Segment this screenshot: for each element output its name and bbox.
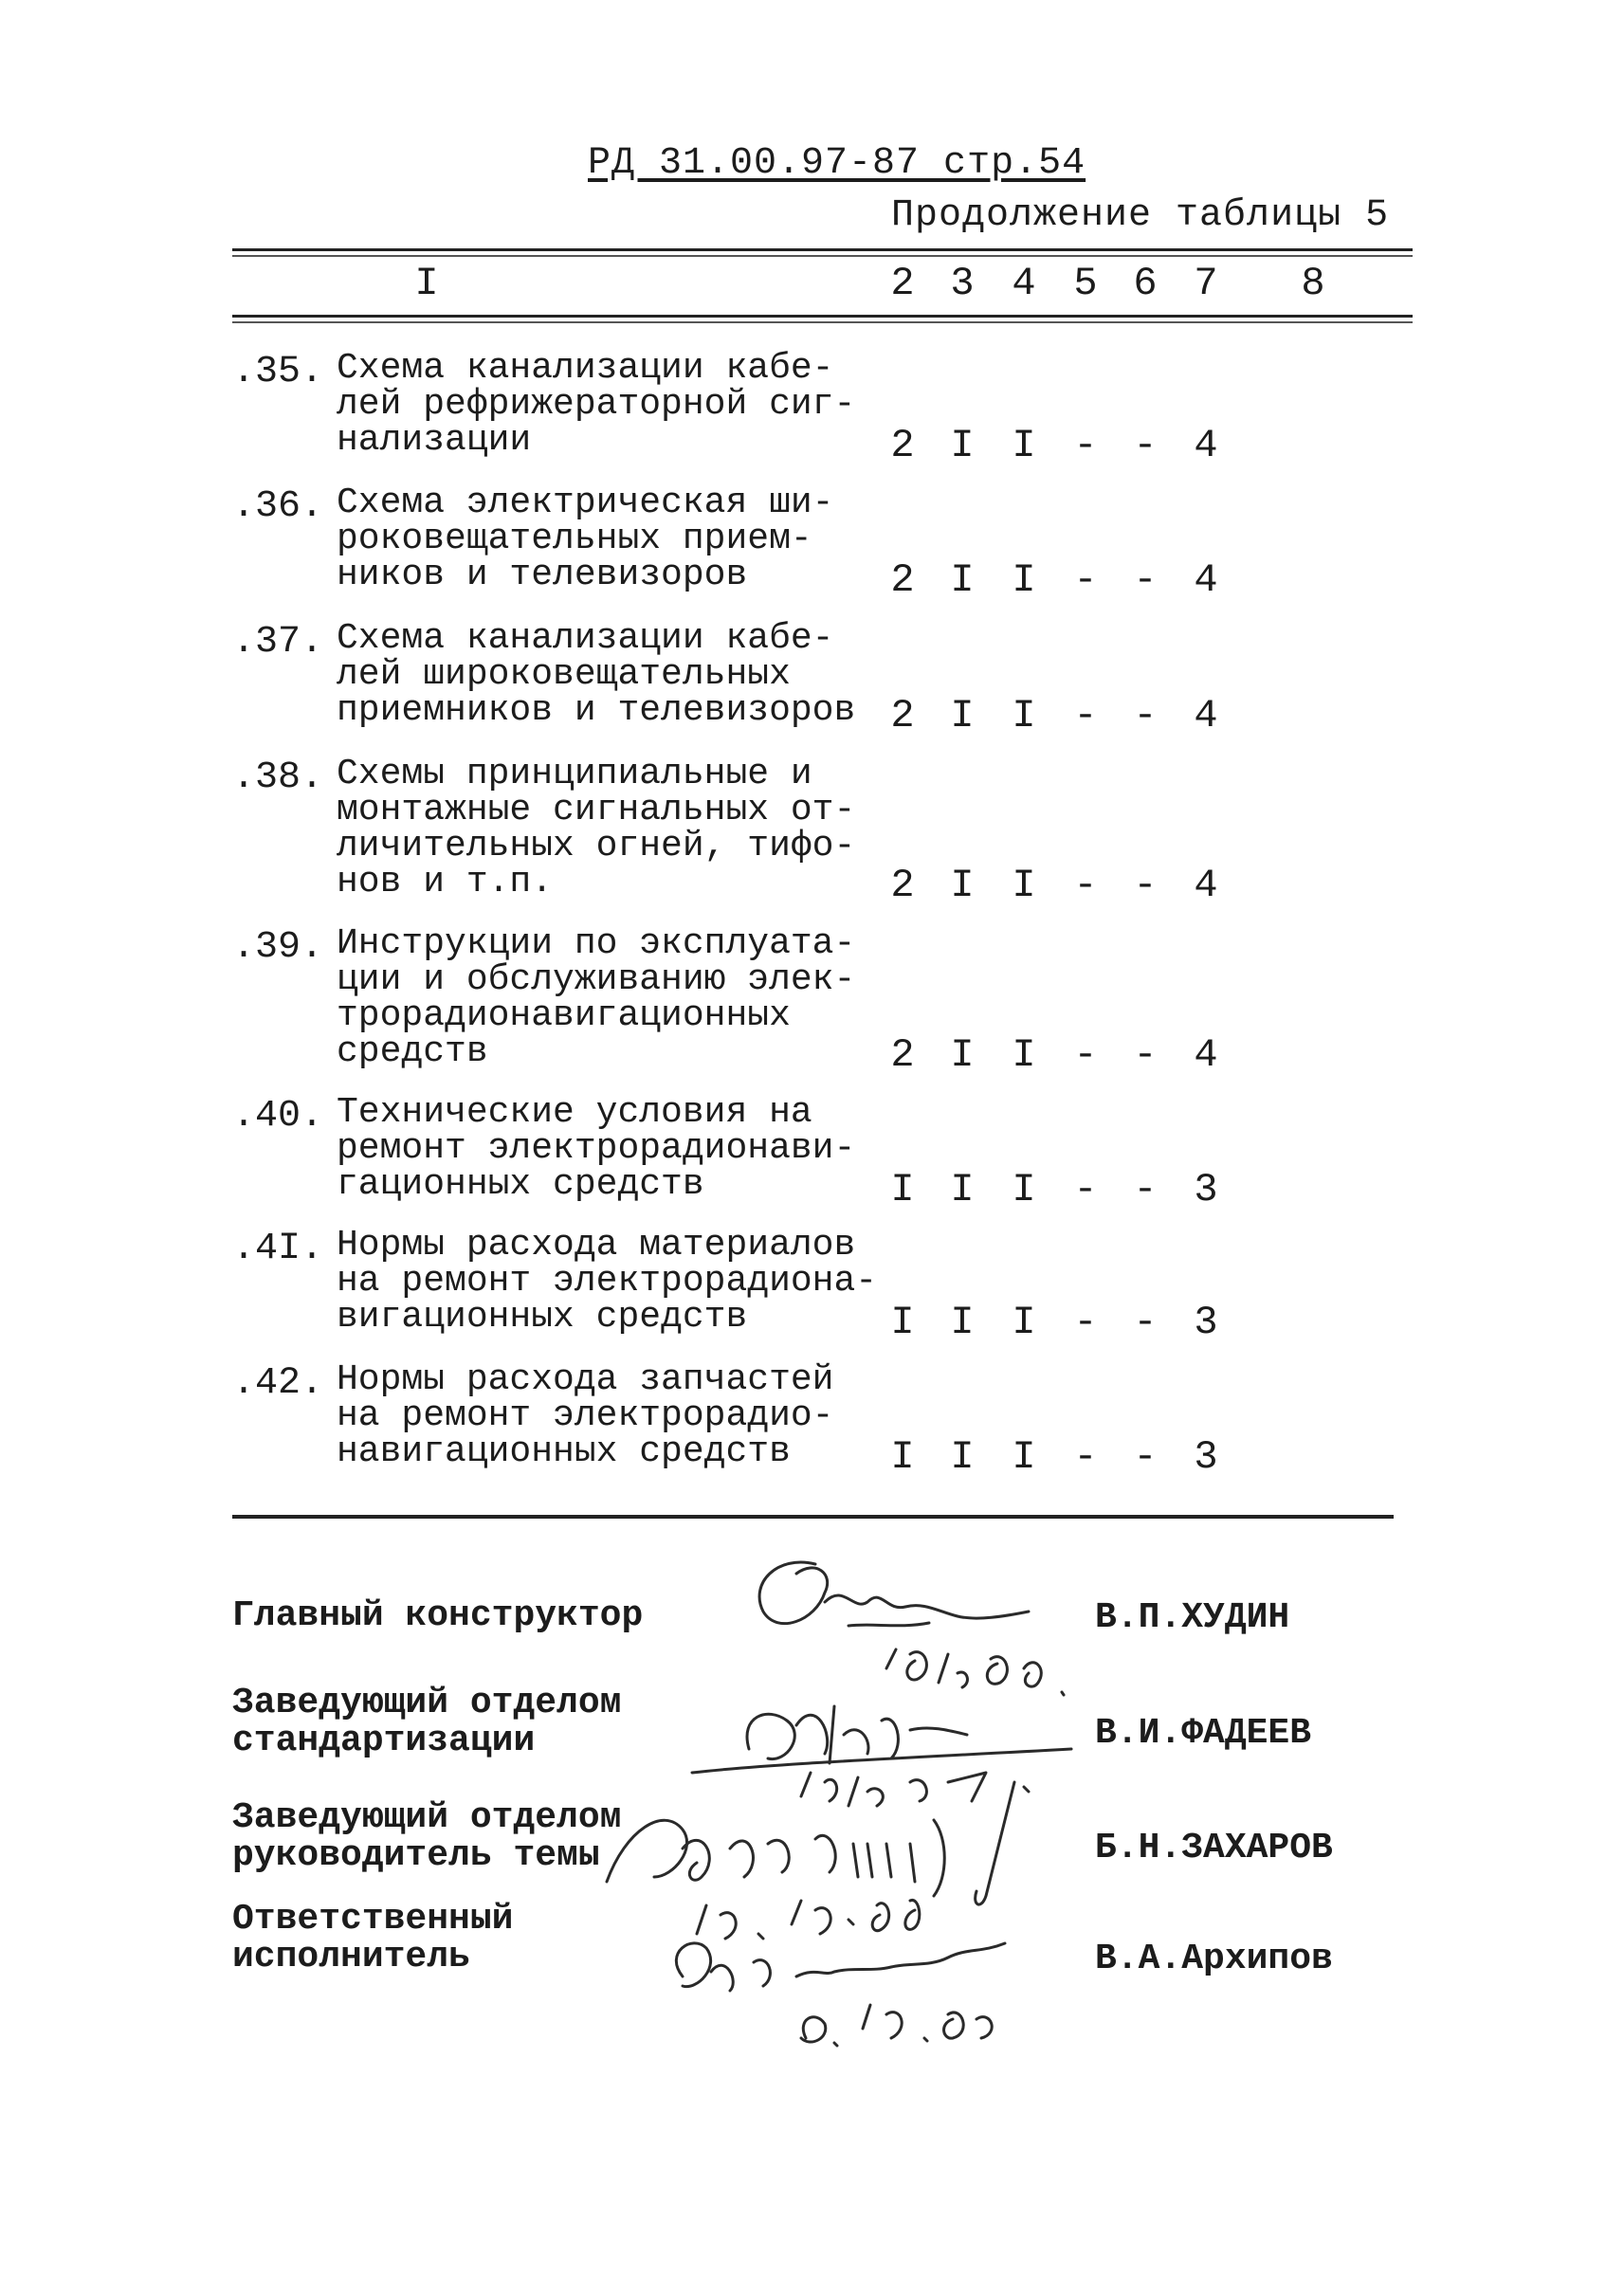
cell-col3: I	[950, 693, 975, 738]
row-number: .42.	[232, 1362, 324, 1405]
row-title: Схема канализации кабе- лей рефрижераторной сиг- нализации	[337, 348, 856, 461]
signatory-name: В.А.Архипов	[1095, 1939, 1333, 1979]
column-header: I	[414, 261, 439, 306]
cell-col3: I	[950, 1032, 975, 1078]
cell-col5: -	[1073, 1167, 1098, 1212]
signature-arkhipov	[676, 1943, 1005, 1991]
cell-col5: -	[1073, 863, 1098, 908]
cell-col2: 2	[890, 693, 915, 738]
cell-col7: 3	[1194, 1434, 1218, 1480]
cell-col5: -	[1073, 1032, 1098, 1078]
row-number: .38.	[232, 756, 324, 799]
cell-col7: 4	[1194, 423, 1218, 468]
cell-col3: I	[950, 1300, 975, 1345]
row-title: Схема электрическая ши- роковещательных прием- ников и телевизоров	[337, 483, 834, 595]
column-header: 7	[1194, 261, 1218, 306]
cell-col3: I	[950, 423, 975, 468]
table-header-rule	[232, 315, 1413, 318]
cell-col3: I	[950, 863, 975, 908]
column-header: 8	[1301, 261, 1325, 306]
signatory-role: Заведующий отделом стандартизации	[232, 1683, 622, 1761]
signature-fadeev	[692, 1706, 1071, 1773]
row-number: .37.	[232, 621, 324, 664]
signature-zakharov	[607, 1782, 1014, 1904]
cell-col5: -	[1073, 1300, 1098, 1345]
cell-col6: -	[1133, 1300, 1158, 1345]
cell-col4: I	[1012, 693, 1036, 738]
cell-col7: 4	[1194, 693, 1218, 738]
signature-date-2	[801, 1773, 1029, 1806]
cell-col2: I	[890, 1300, 915, 1345]
cell-col7: 3	[1194, 1300, 1218, 1345]
column-header: 6	[1133, 261, 1158, 306]
table-continuation-label: Продолжение таблицы 5	[891, 194, 1390, 237]
row-number: .4I.	[232, 1228, 324, 1270]
cell-col4: I	[1012, 1434, 1036, 1480]
row-number: .36.	[232, 485, 324, 528]
table-bottom-rule	[232, 1515, 1394, 1519]
cell-col6: -	[1133, 863, 1158, 908]
cell-col6: -	[1133, 1167, 1158, 1212]
column-header: 3	[950, 261, 975, 306]
cell-col3: I	[950, 1167, 975, 1212]
cell-col6: -	[1133, 693, 1158, 738]
cell-col4: I	[1012, 1300, 1036, 1345]
cell-col6: -	[1133, 423, 1158, 468]
cell-col6: -	[1133, 1032, 1158, 1078]
signatory-role: Главный конструктор	[232, 1595, 644, 1636]
column-header: 4	[1012, 261, 1036, 306]
cell-col7: 4	[1194, 1032, 1218, 1078]
cell-col2: I	[890, 1167, 915, 1212]
cell-col3: I	[950, 557, 975, 603]
cell-col2: 2	[890, 863, 915, 908]
signatory-role: Заведующий отделом руководитель темы	[232, 1797, 622, 1876]
signature-date-1	[886, 1649, 1064, 1695]
cell-col5: -	[1073, 693, 1098, 738]
cell-col6: -	[1133, 557, 1158, 603]
cell-col2: I	[890, 1434, 915, 1480]
column-header: 5	[1073, 261, 1098, 306]
table-top-rule	[232, 248, 1413, 251]
cell-col4: I	[1012, 1032, 1036, 1078]
signatory-name: В.И.ФАДЕЕВ	[1095, 1713, 1312, 1754]
document-code: РД 31.00.97-87 стр.54	[588, 142, 1086, 185]
cell-col2: 2	[890, 1032, 915, 1078]
signatory-role: Ответственный исполнитель	[232, 1899, 514, 1977]
cell-col4: I	[1012, 1167, 1036, 1212]
row-number: .35.	[232, 351, 324, 393]
row-title: Инструкции по эксплуата- ции и обслуживанию элек- трорадионавигационных средств	[337, 923, 856, 1072]
cell-col6: -	[1133, 1434, 1158, 1480]
row-title: Технические условия на ремонт электрорадионави- гационных средств	[337, 1092, 856, 1205]
cell-col5: -	[1073, 557, 1098, 603]
cell-col2: 2	[890, 423, 915, 468]
cell-col7: 4	[1194, 863, 1218, 908]
row-number: .40.	[232, 1095, 324, 1138]
column-header: 2	[890, 261, 915, 306]
signature-khudin	[759, 1562, 1029, 1626]
signature-date-4	[801, 2005, 992, 2046]
row-title: Схема канализации кабе- лей широковещательных приемников и телевизоров	[337, 618, 856, 731]
signature-date-3	[697, 1900, 920, 1939]
cell-col7: 4	[1194, 557, 1218, 603]
cell-col5: -	[1073, 423, 1098, 468]
cell-col4: I	[1012, 863, 1036, 908]
cell-col2: 2	[890, 557, 915, 603]
cell-col4: I	[1012, 423, 1036, 468]
row-title: Нормы расхода запчастей на ремонт электрорадио- навигационных средств	[337, 1359, 834, 1472]
row-number: .39.	[232, 926, 324, 969]
cell-col4: I	[1012, 557, 1036, 603]
cell-col3: I	[950, 1434, 975, 1480]
cell-col7: 3	[1194, 1167, 1218, 1212]
signatory-name: Б.Н.ЗАХАРОВ	[1095, 1828, 1333, 1868]
row-title: Нормы расхода материалов на ремонт электрорадиона- вигационных средств	[337, 1225, 878, 1338]
cell-col5: -	[1073, 1434, 1098, 1480]
row-title: Схемы принципиальные и монтажные сигнальных от- личительных огней, тифо- нов и т.п.	[337, 754, 856, 902]
signatory-name: В.П.ХУДИН	[1095, 1597, 1290, 1638]
